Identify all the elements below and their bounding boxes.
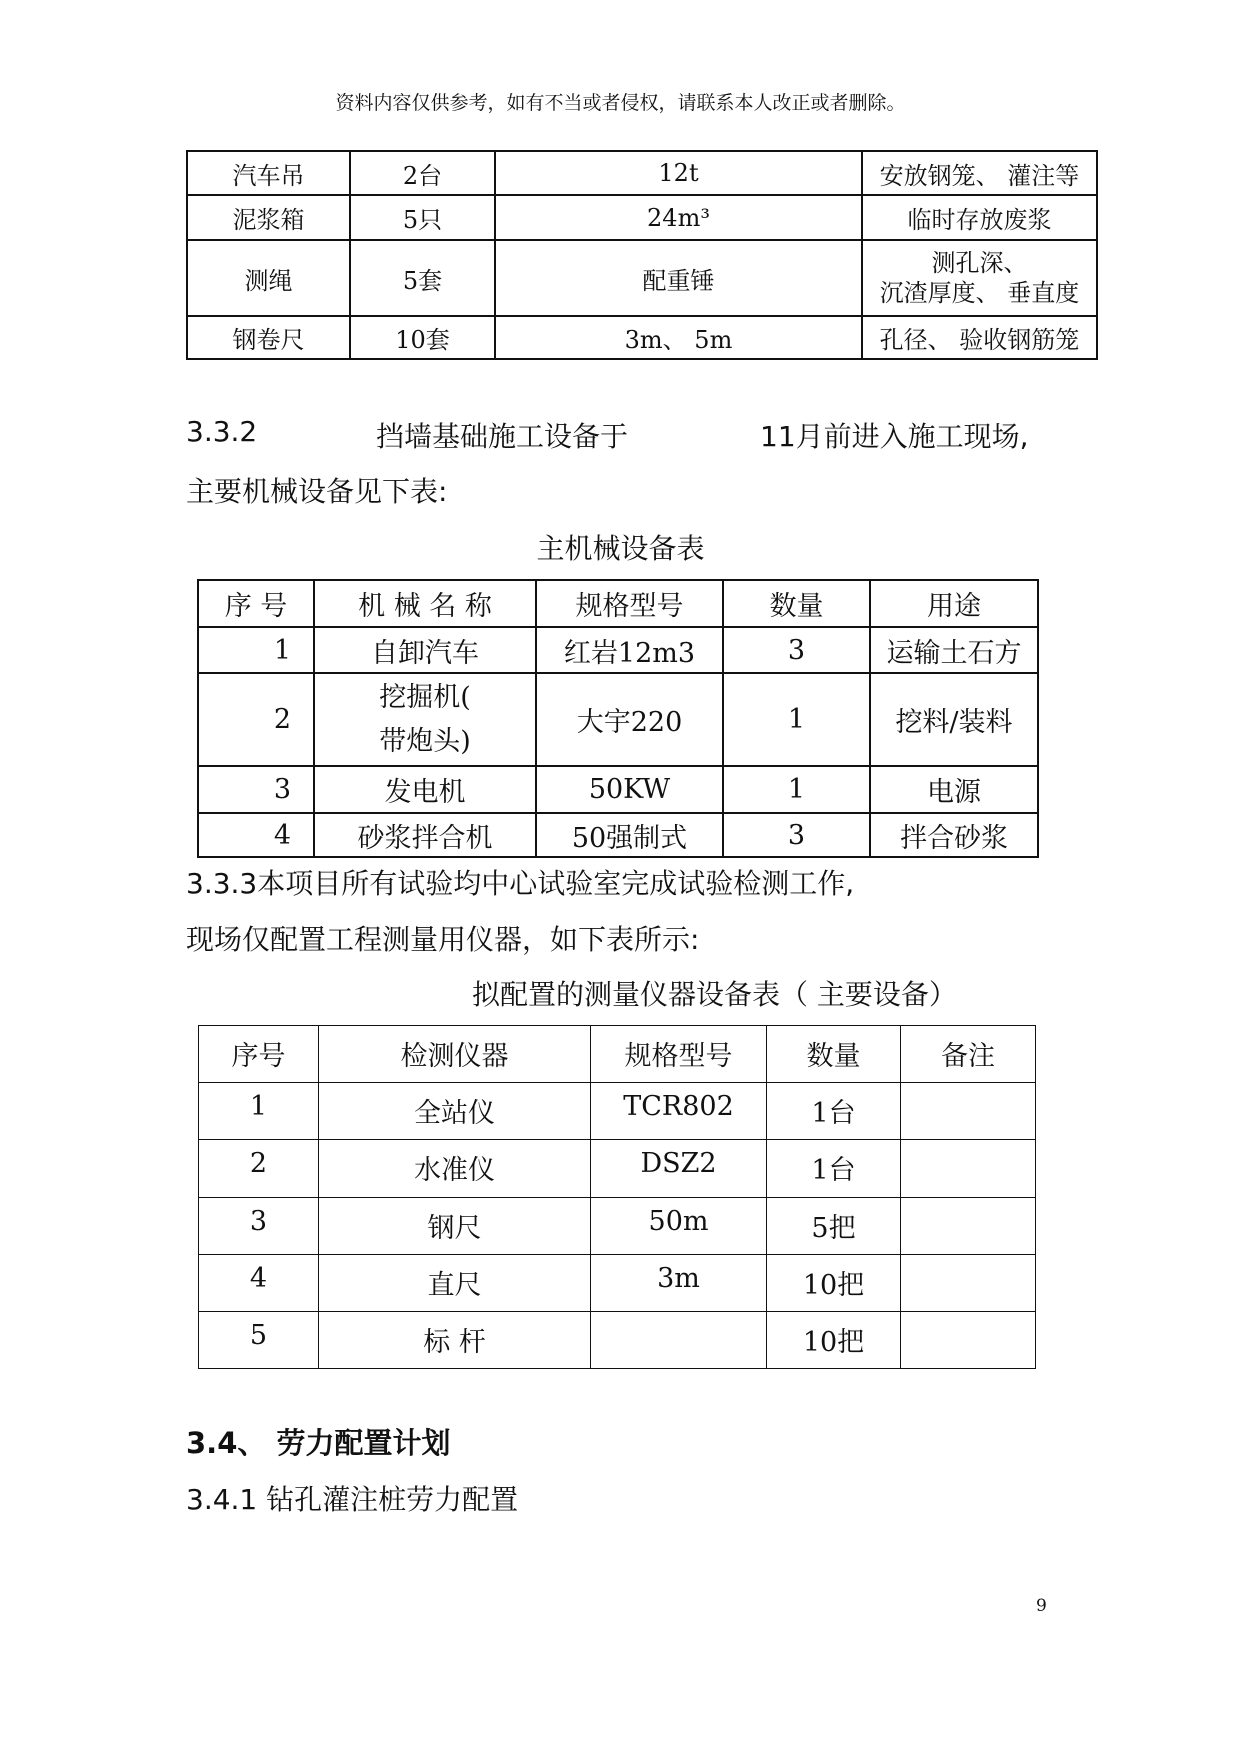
- table-cell: 50KW: [536, 766, 723, 813]
- table-row: [199, 1140, 1036, 1198]
- table-cell: 拌合砂浆: [870, 813, 1038, 857]
- table-cell: 1台: [767, 1083, 901, 1140]
- table-cell: 钢尺: [319, 1198, 591, 1255]
- section-text: 挡墙基础施工设备于: [376, 420, 629, 453]
- section-heading: 3.4、 劳力配置计划: [186, 1426, 451, 1460]
- table-cell: 2: [199, 1140, 319, 1198]
- table-cell: 12t: [495, 151, 862, 195]
- table-cell: [591, 1312, 767, 1369]
- table-row: [199, 1198, 1036, 1255]
- table-header-cell: 检测仪器: [319, 1026, 591, 1083]
- table-row: [187, 195, 1097, 240]
- table-cell: [901, 1140, 1036, 1198]
- table-header-cell: 机 械 名 称: [314, 580, 536, 627]
- table-cell: 挖料/装料: [870, 673, 1038, 766]
- table-header-cell: 备注: [901, 1026, 1036, 1083]
- table-title: 主机械设备表: [536, 532, 705, 565]
- table-cell: 5套: [350, 240, 495, 316]
- table-cell: 5: [199, 1312, 319, 1369]
- table-row: [199, 1083, 1036, 1140]
- table-cell: [314, 673, 536, 766]
- table-cell: [901, 1083, 1036, 1140]
- survey-instrument-table: [198, 1025, 1036, 1369]
- table-cell: 钢卷尺: [187, 316, 350, 359]
- table-row: [198, 627, 1038, 673]
- table-row: [199, 1312, 1036, 1369]
- table-cell: 1: [723, 766, 870, 813]
- table-cell: 3: [723, 627, 870, 673]
- table-cell: 1: [199, 1083, 319, 1140]
- section-text: 主要机械设备见下表:: [186, 475, 448, 508]
- header-note: 资料内容仅供参考，如有不当或者侵权，请联系本人改正或者删除。: [335, 92, 906, 114]
- cell-line: 沉渣厚度、 垂直度: [879, 279, 1080, 307]
- table-cell: 测绳: [187, 240, 350, 316]
- table-cell: 自卸汽车: [314, 627, 536, 673]
- section-text: 现场仅配置工程测量用仪器，如下表所示:: [186, 923, 700, 956]
- table-cell: 标 杆: [319, 1312, 591, 1369]
- table-header-row: [199, 1026, 1036, 1083]
- table-row: [199, 1255, 1036, 1312]
- table-cell: 汽车吊: [187, 151, 350, 195]
- table-cell: 1: [198, 627, 314, 673]
- table-cell: 大宇220: [536, 673, 723, 766]
- table-cell: 发电机: [314, 766, 536, 813]
- table-row: [198, 673, 1038, 766]
- table-header-cell: 序号: [199, 1026, 319, 1083]
- table-row: [187, 151, 1097, 195]
- table-header-cell: 规格型号: [591, 1026, 767, 1083]
- table-cell: 3m、 5m: [495, 316, 862, 359]
- table-header-cell: 序 号: [198, 580, 314, 627]
- table-cell: 5只: [350, 195, 495, 240]
- table-cell: 1: [723, 673, 870, 766]
- table-cell: 10把: [767, 1255, 901, 1312]
- table-cell: 5把: [767, 1198, 901, 1255]
- section-subheading: 3.4.1 钻孔灌注桩劳力配置: [186, 1483, 519, 1516]
- table-cell: 孔径、 验收钢筋笼: [862, 316, 1097, 359]
- table-header-cell: 规格型号: [536, 580, 723, 627]
- table-header-cell: 数量: [767, 1026, 901, 1083]
- table-cell: TCR802: [591, 1083, 767, 1140]
- table-cell: 4: [199, 1255, 319, 1312]
- cell-line: 测孔深、: [931, 249, 1028, 277]
- section-text: 11月前进入施工现场,: [760, 420, 1029, 453]
- table-cell: 运输土石方: [870, 627, 1038, 673]
- table-cell: 临时存放废浆: [862, 195, 1097, 240]
- cell-line: 挖掘机(: [379, 681, 471, 713]
- table-cell: [901, 1198, 1036, 1255]
- table-cell: 3m: [591, 1255, 767, 1312]
- cell-line: 带炮头): [379, 725, 471, 757]
- table-row: [198, 766, 1038, 813]
- main-machinery-table: [197, 579, 1039, 858]
- table-header-cell: 数量: [723, 580, 870, 627]
- table-cell: 安放钢笼、 灌注等: [862, 151, 1097, 195]
- table-cell: DSZ2: [591, 1140, 767, 1198]
- page-number: 9: [1036, 1596, 1047, 1616]
- table-cell: 配重锤: [495, 240, 862, 316]
- table-header-row: [198, 580, 1038, 627]
- table-cell: 全站仪: [319, 1083, 591, 1140]
- table-row: [198, 813, 1038, 857]
- equipment-table-continued: [186, 150, 1098, 360]
- table-cell: 1台: [767, 1140, 901, 1198]
- table-cell: [901, 1255, 1036, 1312]
- table-cell: 50m: [591, 1198, 767, 1255]
- section-number: 3.3.2: [186, 415, 258, 448]
- table-cell: 3: [198, 766, 314, 813]
- table-cell: 24m³: [495, 195, 862, 240]
- table-row: [187, 240, 1097, 316]
- table-row: [187, 316, 1097, 359]
- table-cell: 直尺: [319, 1255, 591, 1312]
- table-cell: 3: [723, 813, 870, 857]
- table-cell: 3: [199, 1198, 319, 1255]
- table-cell: 电源: [870, 766, 1038, 813]
- table-cell: 砂浆拌合机: [314, 813, 536, 857]
- table-cell: 水准仪: [319, 1140, 591, 1198]
- table-cell: 泥浆箱: [187, 195, 350, 240]
- table-cell: 10把: [767, 1312, 901, 1369]
- table-cell: 10套: [350, 316, 495, 359]
- table-cell: [862, 240, 1097, 316]
- table-cell: 50强制式: [536, 813, 723, 857]
- table-cell: 红岩12m3: [536, 627, 723, 673]
- table-cell: [901, 1312, 1036, 1369]
- table-cell: 4: [198, 813, 314, 857]
- section-text: 3.3.3本项目所有试验均中心试验室完成试验检测工作,: [186, 867, 855, 900]
- table-title: 拟配置的测量仪器设备表（ 主要设备）: [472, 978, 957, 1011]
- table-cell: 2台: [350, 151, 495, 195]
- table-header-cell: 用途: [870, 580, 1038, 627]
- table-cell: 2: [198, 673, 314, 766]
